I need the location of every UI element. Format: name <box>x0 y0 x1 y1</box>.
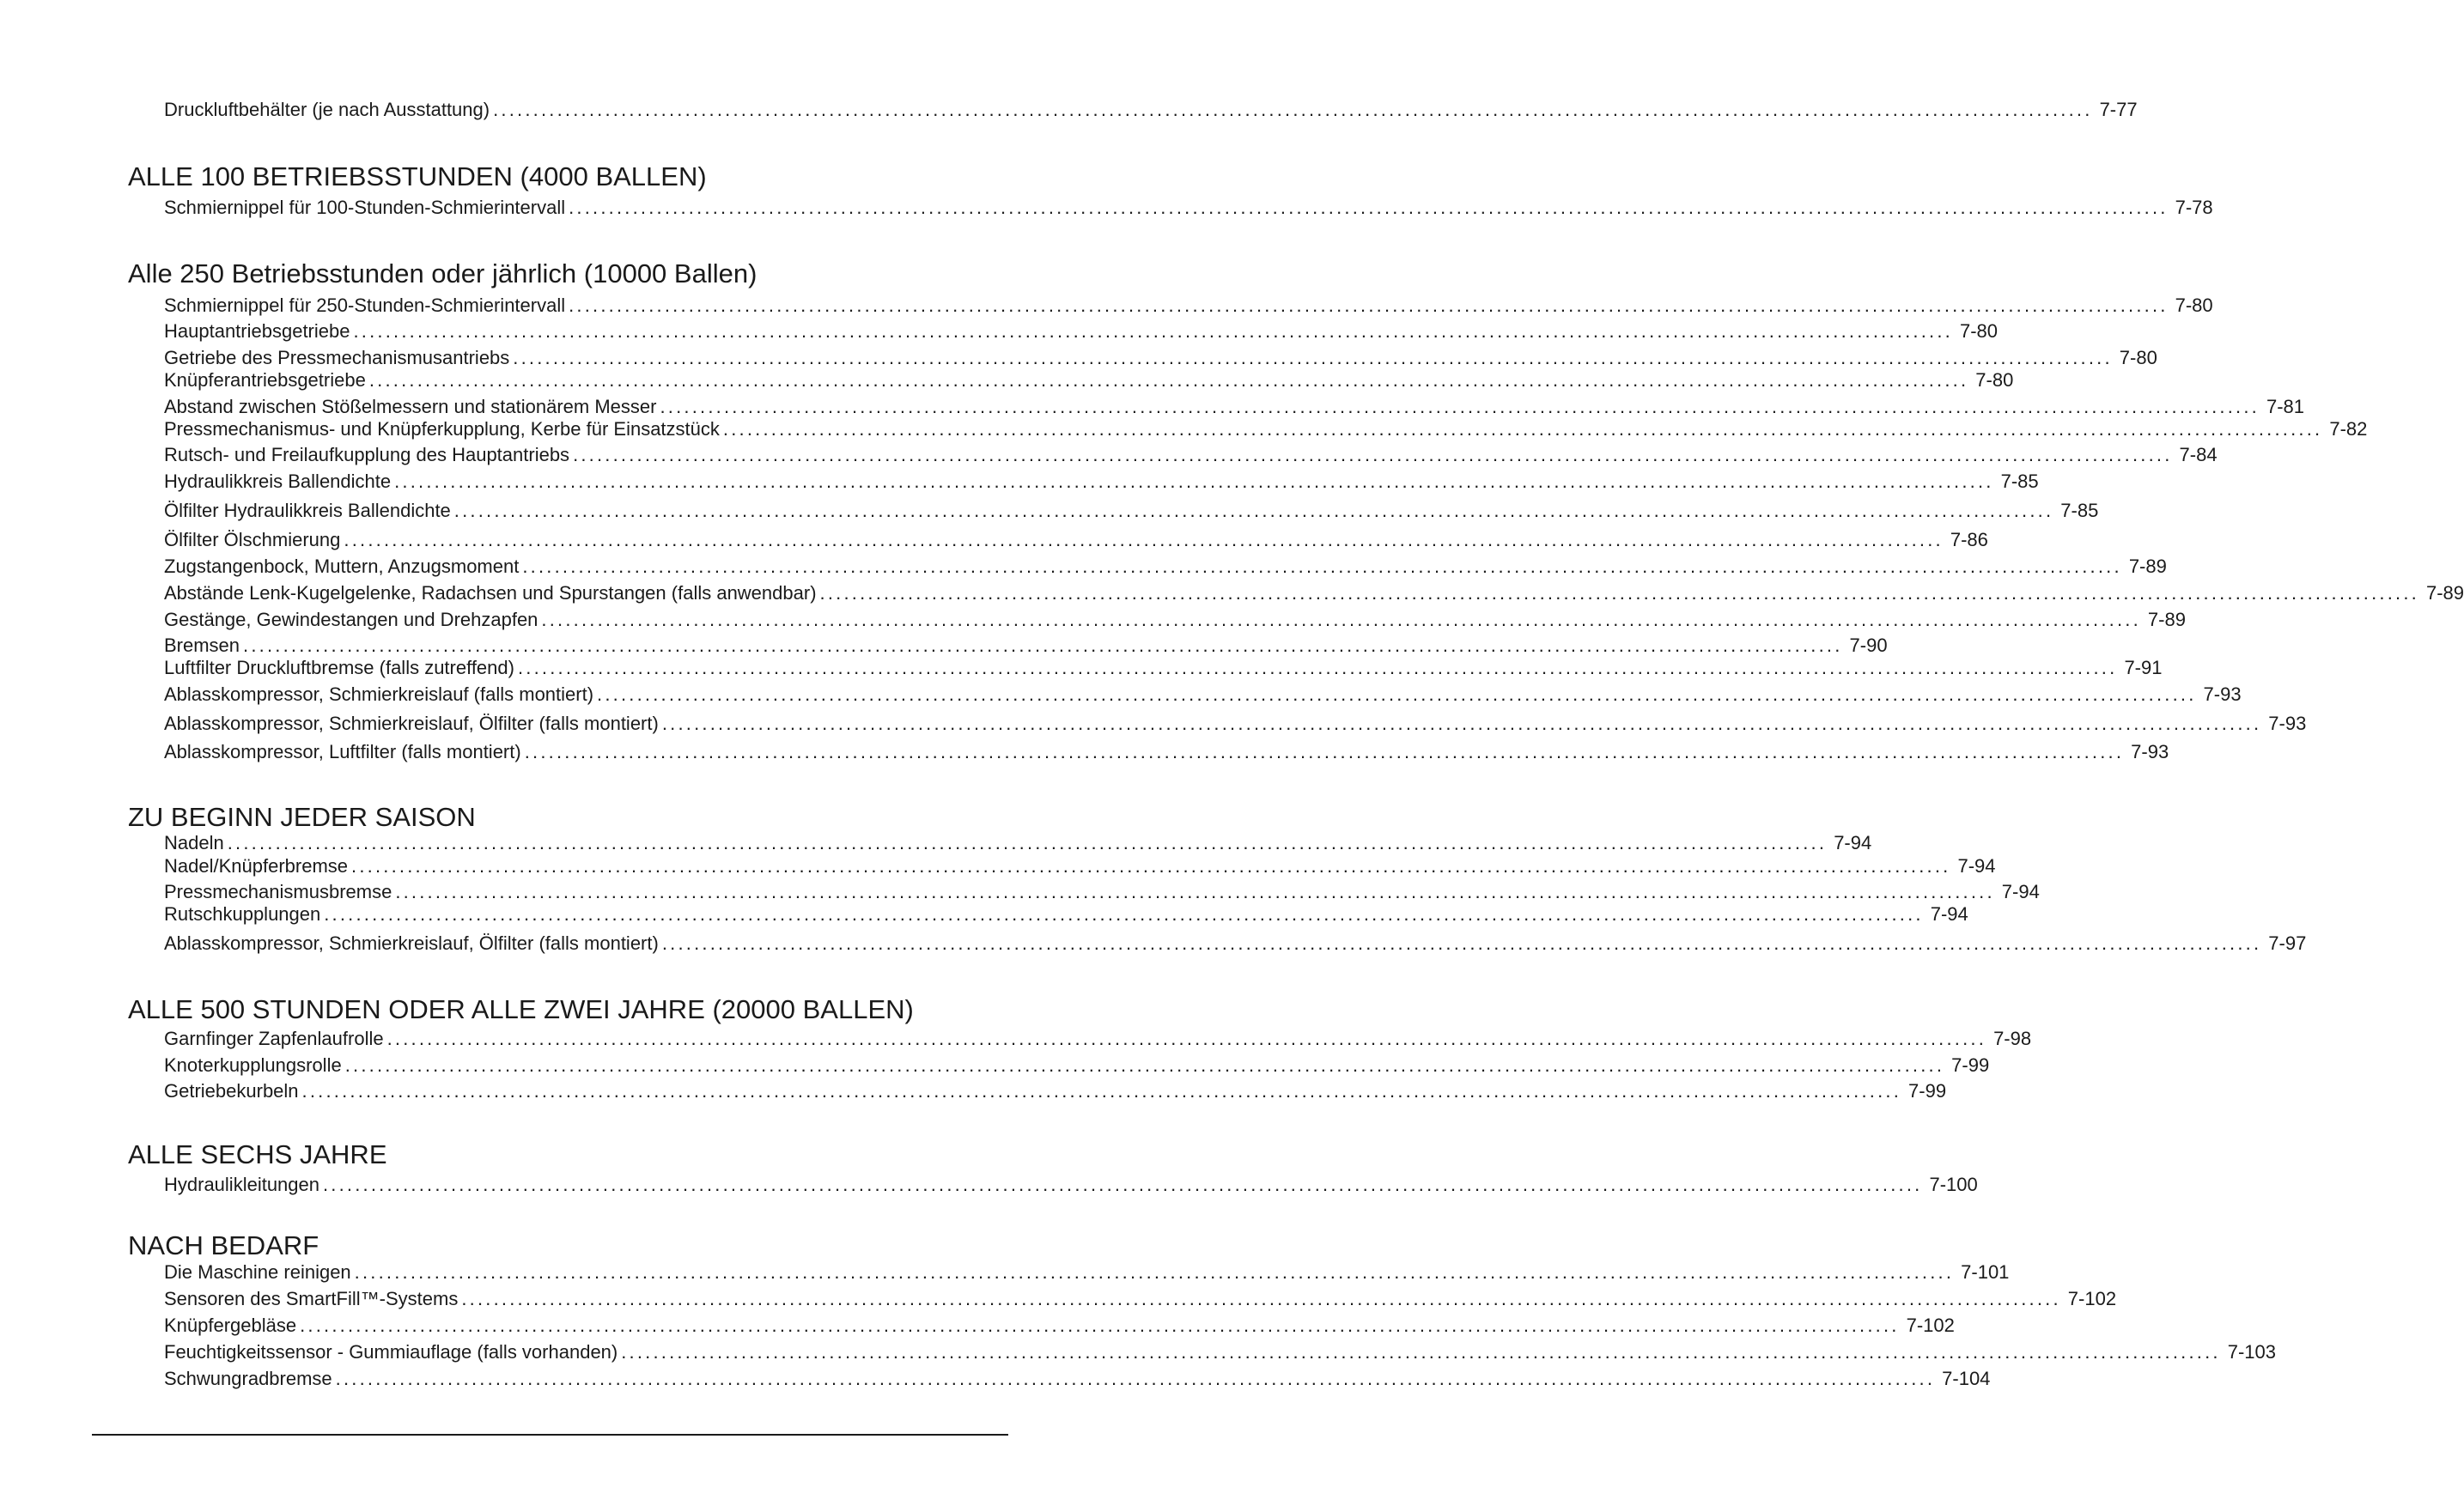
toc-entry-page: 7-80 <box>1959 320 1998 342</box>
section-heading: ALLE 100 BETRIEBSSTUNDEN (4000 BALLEN) <box>128 161 707 191</box>
toc-entry-title: Knüpfergebläse <box>164 1315 297 1336</box>
dot-leader: ........................................................................................................................................................................................................ <box>335 1368 1936 1389</box>
toc-entry[interactable] <box>164 1054 1990 1078</box>
toc-entry-title: Ablasskompressor, Luftfilter (falls montiert) <box>164 741 521 762</box>
toc-entry-page: 7-97 <box>2268 932 2307 954</box>
dot-leader: ........................................................................................................................................................................................................ <box>300 1315 1900 1336</box>
toc-entry-page: 7-91 <box>2124 657 2163 678</box>
toc-entry[interactable] <box>164 831 1872 855</box>
dot-leader: ........................................................................................................................................................................................................ <box>819 582 2419 604</box>
dot-leader: ........................................................................................................................................................................................................ <box>493 99 2093 120</box>
toc-entry-title: Rutsch- und Freilaufkupplung des Hauptantriebs <box>164 444 570 465</box>
toc-entry-title: Pressmechanismusbremse <box>164 881 392 902</box>
dot-leader: ........................................................................................................................................................................................................ <box>324 903 1924 925</box>
dot-leader: ........................................................................................................................................................................................................ <box>722 418 2323 440</box>
dot-leader: ........................................................................................................................................................................................................ <box>522 556 2122 577</box>
dot-leader: ........................................................................................................................................................................................................ <box>368 369 1969 391</box>
toc-entry-page: 7-78 <box>2175 197 2213 218</box>
toc-entry[interactable] <box>164 1079 1947 1103</box>
dot-leader: ........................................................................................................................................................................................................ <box>661 713 2262 734</box>
toc-entry-page: 7-90 <box>1849 635 1888 656</box>
toc-entry-title: Schwungradbremse <box>164 1368 332 1389</box>
toc-entry-page: 7-93 <box>2131 741 2169 762</box>
toc-entry-page: 7-89 <box>2128 556 2167 577</box>
dot-leader: ........................................................................................................................................................................................................ <box>597 683 2197 705</box>
toc-entry[interactable] <box>164 499 2099 523</box>
dot-leader: ........................................................................................................................................................................................................ <box>243 635 1843 656</box>
dot-leader: ........................................................................................................................................................................................................ <box>569 197 2169 218</box>
toc-entry-title: Pressmechanismus- und Knüpferkupplung, Kerbe für Einsatzstück <box>164 418 720 440</box>
toc-entry[interactable] <box>164 98 2138 122</box>
toc-entry[interactable] <box>164 1027 2032 1051</box>
toc-entry-page: 7-84 <box>2179 444 2218 465</box>
toc-entry-page: 7-89 <box>2425 582 2464 604</box>
toc-entry-title: Schmiernippel für 250-Stunden-Schmierintervall <box>164 295 566 316</box>
toc-entry[interactable] <box>164 854 1996 878</box>
toc-entry[interactable] <box>164 294 2213 318</box>
toc-entry[interactable] <box>164 528 1988 552</box>
toc-entry-page: 7-89 <box>2147 609 2186 630</box>
dot-leader: ........................................................................................................................................................................................................ <box>354 1261 1955 1283</box>
toc-entry-title: Garnfinger Zapfenlaufrolle <box>164 1028 384 1049</box>
toc-entry-title: Feuchtigkeitssensor - Gummiauflage (falls vorhanden) <box>164 1341 618 1363</box>
toc-entry-page: 7-77 <box>2099 99 2138 120</box>
toc-entry[interactable] <box>164 346 2157 370</box>
toc-entry-title: Knüpferantriebsgetriebe <box>164 369 366 391</box>
dot-leader: ........................................................................................................................................................................................................ <box>395 881 1995 902</box>
dot-leader: ........................................................................................................................................................................................................ <box>573 444 2173 465</box>
toc-entry[interactable] <box>164 443 2218 467</box>
toc-entry-page: 7-93 <box>2203 683 2242 705</box>
toc-entry[interactable] <box>164 656 2163 680</box>
toc-entry-title: Sensoren des SmartFill™-Systems <box>164 1288 459 1309</box>
toc-entry-page: 7-102 <box>1906 1315 1955 1336</box>
toc-entry[interactable] <box>164 1314 1955 1338</box>
dot-leader: ........................................................................................................................................................................................................ <box>541 609 2141 630</box>
toc-entry-title: Hydraulikkreis Ballendichte <box>164 471 392 492</box>
dot-leader: ........................................................................................................................................................................................................ <box>621 1341 2221 1363</box>
dot-leader: ........................................................................................................................................................................................................ <box>353 320 1953 342</box>
toc-entry[interactable] <box>164 1287 2117 1311</box>
toc-entry[interactable] <box>164 581 2464 605</box>
toc-entry-title: Bremsen <box>164 635 240 656</box>
toc-entry-page: 7-85 <box>2060 500 2099 521</box>
toc-entry-page: 7-80 <box>2175 295 2213 316</box>
dot-leader: ........................................................................................................................................................................................................ <box>344 529 1944 550</box>
toc-entry-page: 7-94 <box>1834 832 1872 853</box>
toc-entry[interactable] <box>164 1173 1978 1197</box>
toc-entry[interactable] <box>164 880 2040 904</box>
toc-entry-page: 7-102 <box>2067 1288 2117 1309</box>
toc-entry[interactable] <box>164 932 2307 956</box>
dot-leader: ........................................................................................................................................................................................................ <box>569 295 2169 316</box>
toc-entry-page: 7-98 <box>1993 1028 2032 1049</box>
toc-entry-title: Abstände Lenk-Kugelgelenke, Radachsen und Spurstangen (falls anwendbar) <box>164 582 817 604</box>
toc-entry-title: Abstand zwischen Stößelmessern und stationärem Messer <box>164 396 657 417</box>
toc-entry-title: Ölfilter Hydraulikkreis Ballendichte <box>164 500 451 521</box>
toc-entry[interactable] <box>164 902 1968 926</box>
toc-entry[interactable] <box>164 395 2304 419</box>
dot-leader: ........................................................................................................................................................................................................ <box>323 1174 1923 1195</box>
toc-entry-page: 7-103 <box>2227 1341 2276 1363</box>
section-heading: ALLE SECHS JAHRE <box>128 1139 387 1169</box>
dot-leader: ........................................................................................................................................................................................................ <box>661 932 2262 954</box>
toc-entry-page: 7-99 <box>1908 1080 1947 1102</box>
toc-entry-page: 7-99 <box>1951 1054 1990 1076</box>
dot-leader: ........................................................................................................................................................................................................ <box>513 347 2113 368</box>
dot-leader: ........................................................................................................................................................................................................ <box>344 1054 1945 1076</box>
toc-entry-page: 7-81 <box>2266 396 2304 417</box>
toc-entry-title: Ölfilter Ölschmierung <box>164 529 341 550</box>
toc-entry[interactable] <box>164 555 2167 579</box>
toc-entry-page: 7-94 <box>1930 903 1968 925</box>
toc-entry-title: Nadeln <box>164 832 224 853</box>
toc-entry-title: Nadel/Knüpferbremse <box>164 855 349 877</box>
dot-leader: ........................................................................................................................................................................................................ <box>394 471 1994 492</box>
toc-entry-page: 7-104 <box>1942 1368 1991 1389</box>
dot-leader: ........................................................................................................................................................................................................ <box>386 1028 1987 1049</box>
toc-entry-page: 7-94 <box>1957 855 1996 877</box>
toc-entry-page: 7-100 <box>1929 1174 1978 1195</box>
toc-entry[interactable] <box>164 368 2014 392</box>
toc-entry[interactable] <box>164 470 2039 494</box>
toc-entry[interactable] <box>164 608 2186 632</box>
section-heading: ZU BEGINN JEDER SAISON <box>128 802 476 832</box>
toc-entry-page: 7-80 <box>2119 347 2157 368</box>
dot-leader: ........................................................................................................................................................................................................ <box>351 855 1951 877</box>
toc-entry-title: Getriebe des Pressmechanismusantriebs <box>164 347 510 368</box>
toc-entry[interactable] <box>164 712 2307 736</box>
toc-entry-title: Hauptantriebsgetriebe <box>164 320 350 342</box>
dot-leader: ........................................................................................................................................................................................................ <box>301 1080 1902 1102</box>
toc-entry-title: Getriebekurbeln <box>164 1080 299 1102</box>
toc-entry[interactable] <box>164 417 2368 441</box>
toc-entry-page: 7-80 <box>1975 369 2014 391</box>
dot-leader: ........................................................................................................................................................................................................ <box>517 657 2118 678</box>
toc-entry[interactable] <box>164 683 2242 707</box>
section-heading: NACH BEDARF <box>128 1230 319 1260</box>
section-heading: Alle 250 Betriebsstunden oder jährlich (10000 Ballen) <box>128 258 757 288</box>
toc-entry[interactable] <box>164 740 2169 764</box>
toc-entry-title: Hydraulikleitungen <box>164 1174 319 1195</box>
dot-leader: ........................................................................................................................................................................................................ <box>453 500 2054 521</box>
toc-entry[interactable] <box>164 196 2213 220</box>
toc-entry-title: Luftfilter Druckluftbremse (falls zutreffend) <box>164 657 514 678</box>
toc-entry-page: 7-82 <box>2329 418 2368 440</box>
toc-entry-title: Knoterkupplungsrolle <box>164 1054 342 1076</box>
dot-leader: ........................................................................................................................................................................................................ <box>524 741 2125 762</box>
footer-divider <box>92 1434 1008 1436</box>
toc-entry[interactable] <box>164 1260 2010 1284</box>
toc-entry[interactable] <box>164 634 1888 658</box>
toc-entry-title: Ablasskompressor, Schmierkreislauf, Ölfilter (falls montiert) <box>164 932 659 954</box>
toc-entry-title: Zugstangenbock, Muttern, Anzugsmoment <box>164 556 520 577</box>
toc-entry-page: 7-94 <box>2001 881 2040 902</box>
toc-entry-title: Ablasskompressor, Schmierkreislauf (falls montiert) <box>164 683 594 705</box>
toc-entry-title: Ablasskompressor, Schmierkreislauf, Ölfilter (falls montiert) <box>164 713 659 734</box>
dot-leader: ........................................................................................................................................................................................................ <box>227 832 1828 853</box>
toc-entry[interactable] <box>164 1340 2276 1364</box>
dot-leader: ........................................................................................................................................................................................................ <box>660 396 2260 417</box>
toc-entry-title: Gestänge, Gewindestangen und Drehzapfen <box>164 609 538 630</box>
toc-entry[interactable] <box>164 1367 1991 1391</box>
toc-entry-title: Schmiernippel für 100-Stunden-Schmierintervall <box>164 197 566 218</box>
toc-entry-page: 7-85 <box>2000 471 2039 492</box>
dot-leader: ........................................................................................................................................................................................................ <box>461 1288 2061 1309</box>
toc-entry-page: 7-101 <box>1961 1261 2010 1283</box>
toc-entry-page: 7-86 <box>1950 529 1988 550</box>
toc-entry-title: Druckluftbehälter (je nach Ausstattung) <box>164 99 490 120</box>
toc-entry[interactable] <box>164 319 1998 343</box>
toc-entry-page: 7-93 <box>2268 713 2307 734</box>
toc-entry-title: Die Maschine reinigen <box>164 1261 351 1283</box>
toc-entry-title: Rutschkupplungen <box>164 903 321 925</box>
section-heading: ALLE 500 STUNDEN ODER ALLE ZWEI JAHRE (20000 BALLEN) <box>128 994 914 1024</box>
